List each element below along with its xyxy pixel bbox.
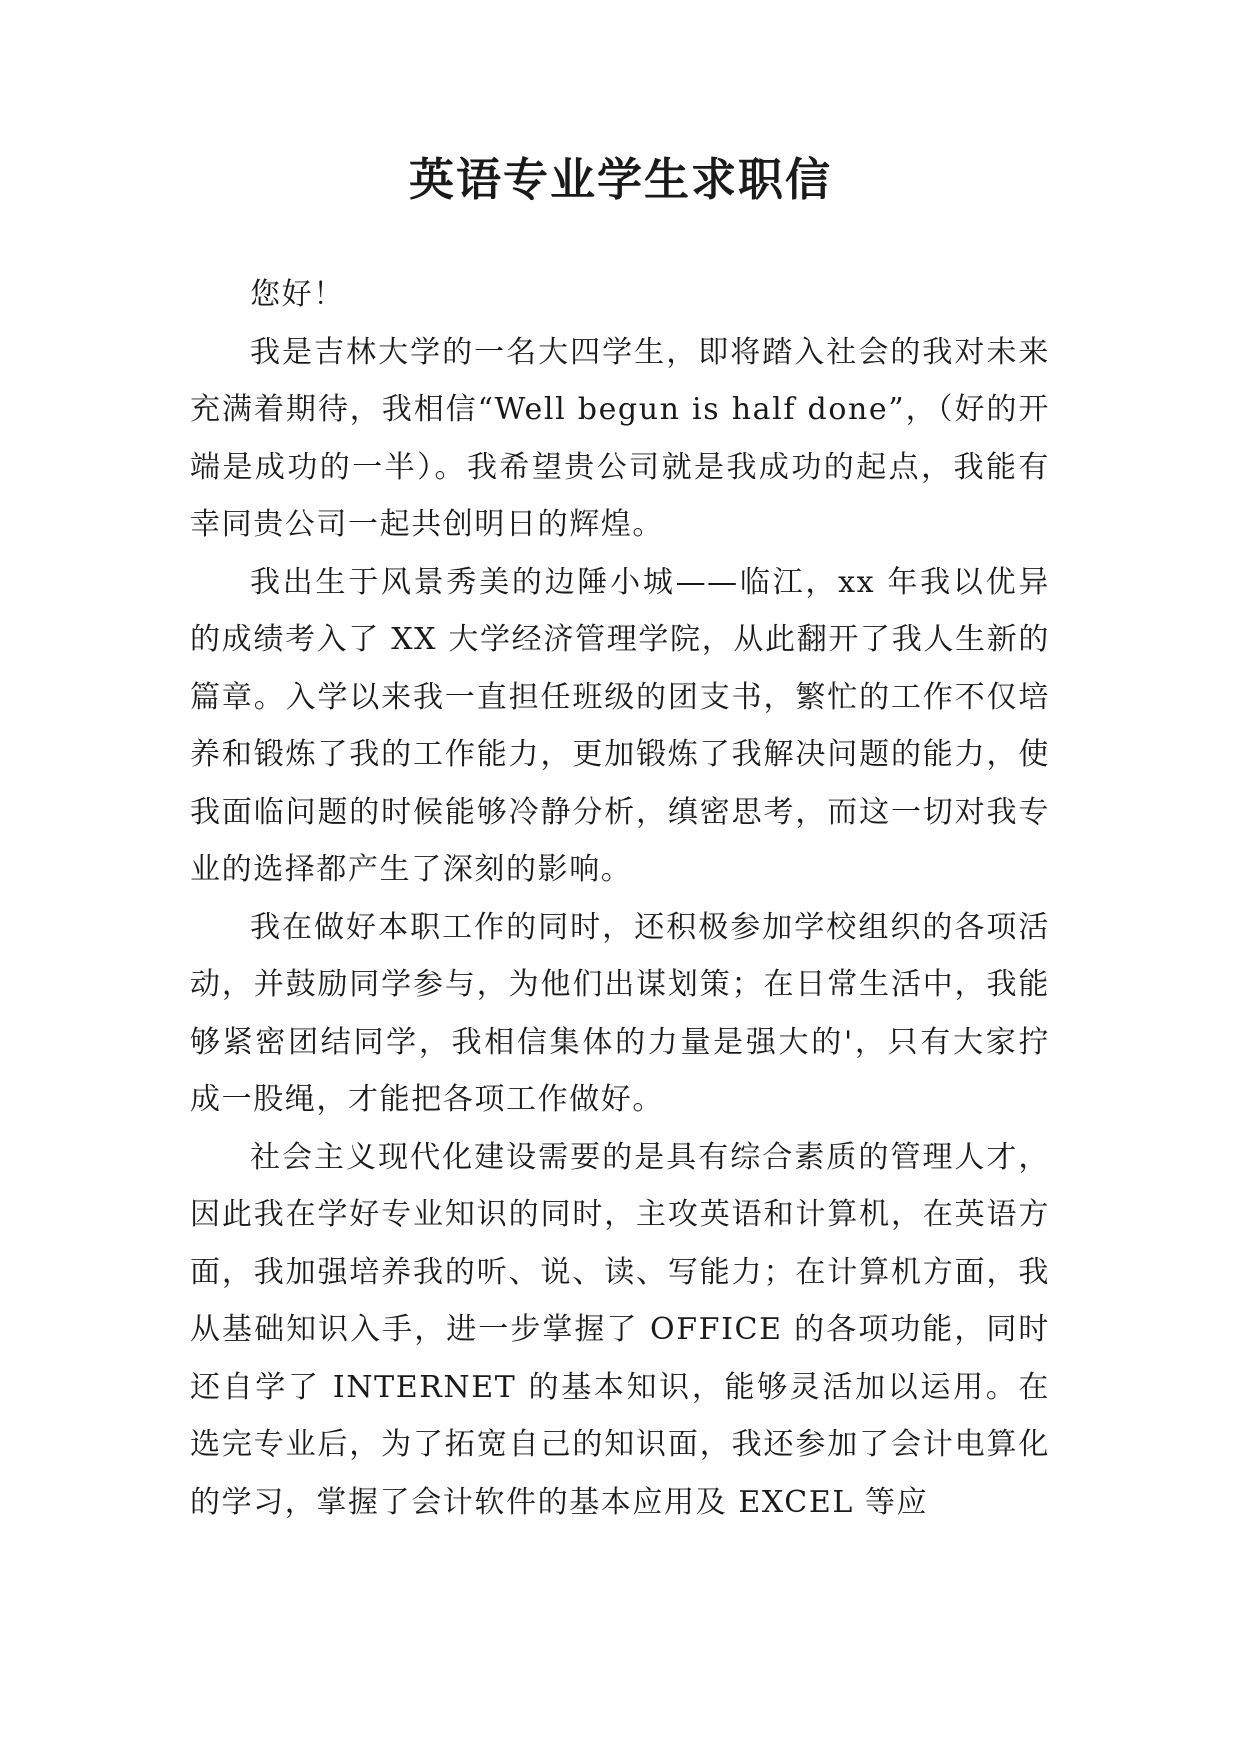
document-title: 英语专业学生求职信 xyxy=(408,153,832,206)
greeting-paragraph: 您好！ xyxy=(250,277,345,312)
body-paragraph: 社会主义现代化建设需要的是具有综合素质的管理人才，因此我在学好专业知识的同时，主攻英语和计算机，在英语方面，我加强培养我的听、说、读、写能力；在计算机方面，我从基础知识入手，进一步掌握了 OFFICE 的各项功能，同时还自学了 INTERNET 的基本知识，能够灵活加以运用。在选完专业后，为了拓宽自己的知识面，我还参加了会计电算化的学习，掌握了会计软件的基本应用及 EXCEL 等应 xyxy=(190,1139,1050,1520)
body-paragraph: 我是吉林大学的一名大四学生，即将踏入社会的我对未来充满着期待，我相信“Well begun is half done”，（好的开端是成功的一半）。我希望贵公司就是我成功的起点，我能有幸同贵公司一起共创明日的辉煌。 xyxy=(190,334,1050,542)
body-paragraph: 我在做好本职工作的同时，还积极参加学校组织的各项活动，并鼓励同学参与，为他们出谋划策；在日常生活中，我能够紧密团结同学，我相信集体的力量是强大的'，只有大家拧成一股绳，才能把各项工作做好。 xyxy=(190,909,1050,1117)
body-paragraph: 我出生于风景秀美的边陲小城——临江，xx 年我以优异的成绩考入了 XX 大学经济管理学院，从此翻开了我人生新的篇章。入学以来我一直担任班级的团支书，繁忙的工作不仅培养和锻炼了我的工作能力，更加锻炼了我解决问题的能力，使我面临问题的时候能够冷静分析，缜密思考，而这一切对我专业的选择都产生了深刻的影响。 xyxy=(190,564,1050,887)
document-body xyxy=(190,266,1050,1531)
